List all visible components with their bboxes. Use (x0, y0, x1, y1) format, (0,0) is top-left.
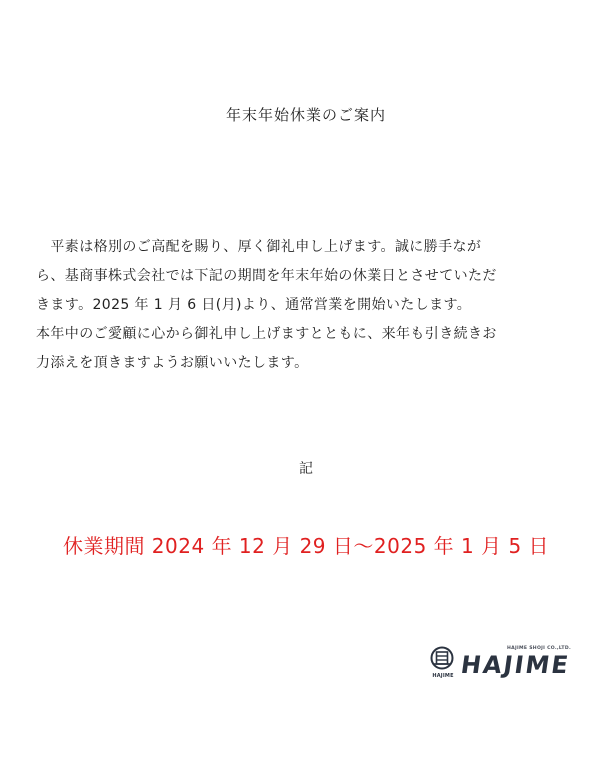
body-line: ら、基商事株式会社では下記の期間を年末年始の休業日とさせていただ (36, 268, 497, 284)
ki-heading: 記 (299, 461, 313, 477)
logo-wordmark: HAJIME (459, 651, 572, 679)
company-logo (430, 646, 575, 682)
body-line: きます。2025 年 1 月 6 日(月)より、通常営業を開始いたします。 (36, 297, 472, 313)
holiday-period: 休業期間 2024 年 12 月 29 日～2025 年 1 月 5 日 (62, 534, 550, 558)
body-line: 力添えを頂きますようお願いいたします。 (36, 355, 309, 371)
body-line: 本年中のご愛顧に心から御礼申し上げますとともに、来年も引き続きお (36, 326, 497, 342)
emblem-caption: HAJIME (432, 673, 454, 679)
body-line: 平素は格別のご高配を賜り、厚く御礼申し上げます。誠に勝手なが (36, 239, 482, 255)
notice-title: 年末年始休業のご案内 (225, 106, 386, 124)
notice-body (36, 233, 576, 378)
company-name-small: HAJIME SHOJI CO.,LTD. (506, 646, 571, 651)
